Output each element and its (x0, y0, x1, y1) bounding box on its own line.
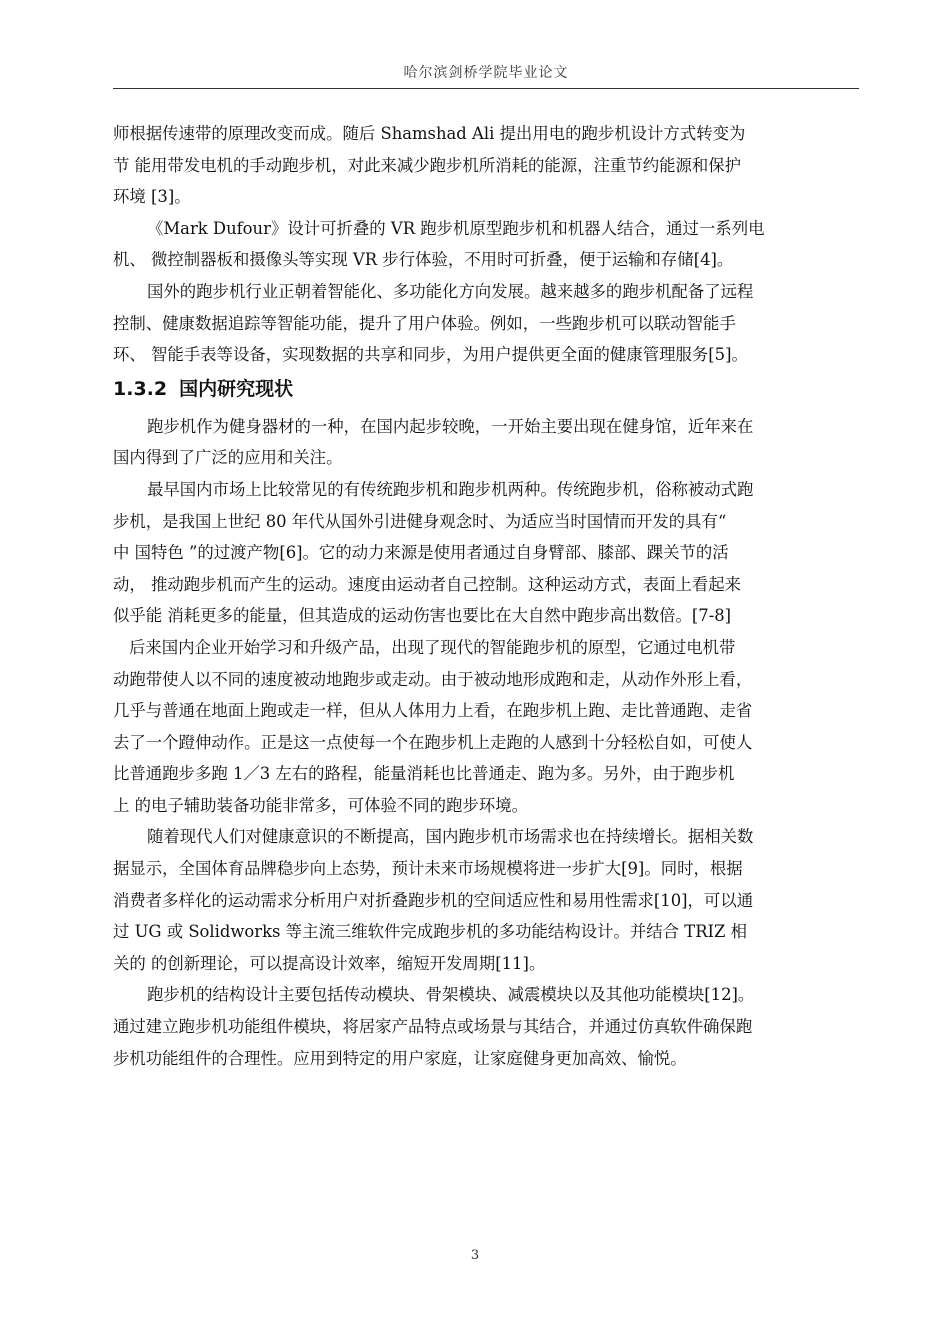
paragraph-2 (113, 213, 859, 276)
text-line: 跑步机的结构设计主要包括传动模块、骨架模块、减震模块以及其他功能模块[12]。 (147, 985, 755, 1005)
text-line: 据显示，全国体育品牌稳步向上态势，预计未来市场规模将进一步扩大[9]。同时，根据 (113, 859, 743, 879)
text-line: 几乎与普通在地面上跑或走一样，但从人体用力上看，在跑步机上跑、走比普通跑、走省 (113, 701, 753, 721)
section-number: 1.3.2 (113, 377, 168, 400)
text-line: 机、 微控制器板和摄像头等实现 VR 步行体验，不用时可折叠，便于运输和存储[4]。 (113, 250, 734, 270)
body-text (113, 118, 859, 1074)
paragraph-1 (113, 118, 859, 213)
text-line: 最早国内市场上比较常见的有传统跑步机和跑步机两种。传统跑步机，俗称被动式跑 (147, 479, 754, 499)
text-line: 后来国内企业开始学习和升级产品，出现了现代的智能跑步机的原型，它通过电机带 (129, 637, 736, 657)
page-number: 3 (470, 1248, 480, 1263)
text-line: 国外的跑步机行业正朝着智能化、多功能化方向发展。越来越多的跑步机配备了远程 (147, 281, 754, 301)
paragraph-3 (113, 276, 859, 371)
text-line: 关的 的创新理论，可以提高设计效率，缩短开发周期[11]。 (113, 953, 546, 973)
text-line: 节 能用带发电机的手动跑步机，对此来减少跑步机所消耗的能源，注重节约能源和保护 (113, 155, 742, 175)
text-line: 中 国特色 ”的过渡产物[6]。它的动力来源是使用者通过自身臂部、膝部、踝关节的活 (113, 543, 729, 563)
running-header: 哈尔滨剑桥学院毕业论文 (403, 65, 569, 81)
text-line: 国内得到了广泛的应用和关注。 (113, 448, 343, 468)
paragraph-8 (113, 979, 859, 1074)
paragraph-4 (113, 411, 859, 474)
section-heading (113, 373, 859, 405)
text-line: 《Mark Dufour》设计可折叠的 VR 跑步机原型跑步机和机器人结合，通过一系列电 (147, 218, 765, 238)
text-line: 似乎能 消耗更多的能量，但其造成的运动伤害也要比在大自然中跑步高出数倍。[7-8] (113, 606, 732, 626)
paragraph-7 (113, 821, 859, 979)
text-line: 去了一个蹬伸动作。正是这一点使每一个在跑步机上走跑的人感到十分轻松自如，可使人 (113, 732, 753, 752)
text-line: 动， 推动跑步机而产生的运动。速度由运动者自己控制。这种运动方式，表面上看起来 (113, 574, 742, 594)
text-line: 环、 智能手表等设备，实现数据的共享和同步，为用户提供更全面的健康管理服务[5]。 (113, 345, 748, 365)
text-line: 通过建立跑步机功能组件模块，将居家产品特点或场景与其结合，并通过仿真软件确保跑 (113, 1017, 753, 1037)
text-line: 随着现代人们对健康意识的不断提高，国内跑步机市场需求也在持续增长。据相关数 (147, 827, 754, 847)
text-line: 过 UG 或 Solidworks 等主流三维软件完成跑步机的多功能结构设计。并结合 TRIZ 相 (113, 922, 747, 942)
text-line: 师根据传速带的原理改变而成。随后 Shamshad Ali 提出用电的跑步机设计方式转变为 (113, 124, 746, 143)
paragraph-5 (113, 474, 859, 632)
text-line: 环境 [3]。 (113, 187, 191, 207)
text-line: 步机功能组件的合理性。应用到特定的用户家庭，让家庭健身更加高效、愉悦。 (113, 1048, 687, 1068)
text-line: 步机，是我国上世纪 80 年代从国外引进健身观念时、为适应当时国情而开发的具有“ (113, 511, 727, 531)
text-line: 消费者多样化的运动需求分析用户对折叠跑步机的空间适应性和易用性需求[10]，可以通 (113, 890, 754, 910)
section-title: 国内研究现状 (179, 377, 294, 400)
text-line: 控制、健康数据追踪等智能功能，提升了用户体验。例如，一些跑步机可以联动智能手 (113, 313, 736, 333)
text-line: 上 的电子辅助装备功能非常多，可体验不同的跑步环境。 (113, 795, 528, 815)
text-line: 跑步机作为健身器材的一种，在国内起步较晚，一开始主要出现在健身馆，近年来在 (147, 416, 754, 436)
text-line: 动跑带使人以不同的速度被动地跑步或走动。由于被动地形成跑和走，从动作外形上看， (113, 669, 753, 689)
header-rule (113, 88, 859, 89)
text-line: 比普通跑步多跑 1／3 左右的路程，能量消耗也比普通走、跑为多。另外，由于跑步机 (113, 764, 735, 784)
paragraph-6 (113, 632, 859, 822)
